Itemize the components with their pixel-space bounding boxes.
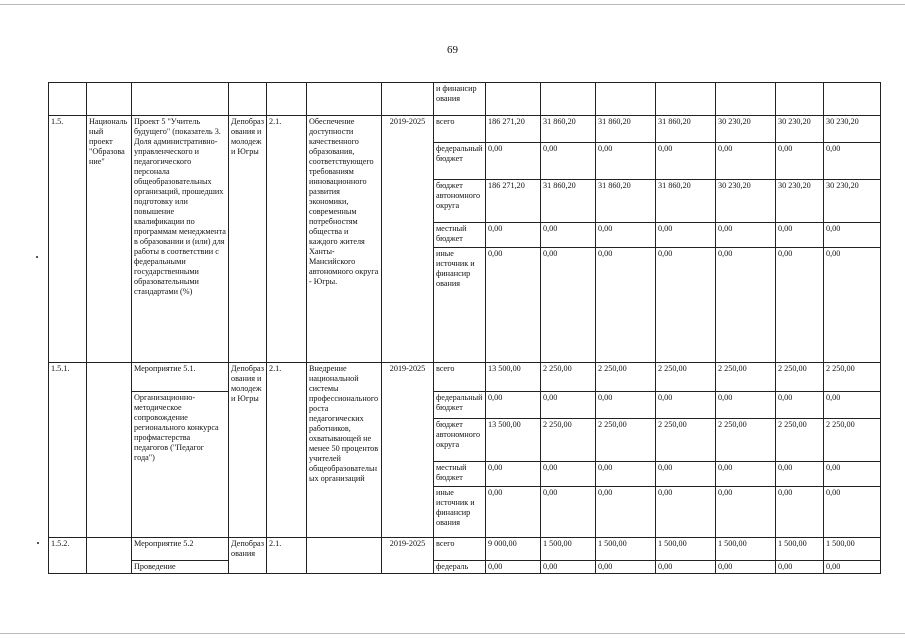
- page-number: 69: [447, 44, 458, 56]
- source-label: бюджет автономного округа: [434, 180, 486, 223]
- amount-cell: 31 860,20: [656, 180, 716, 223]
- amount-cell: 0,00: [596, 223, 656, 248]
- table-row: [49, 561, 881, 574]
- amount-cell: 2 250,00: [776, 363, 824, 392]
- amount-cell: 2 250,00: [824, 419, 881, 462]
- amount-cell: 2 250,00: [656, 419, 716, 462]
- amount-cell: 1 500,00: [656, 538, 716, 561]
- amount-cell: 0,00: [486, 487, 541, 538]
- source-label: иные источник и финансир ования: [434, 248, 486, 363]
- amount-cell: 0,00: [776, 392, 824, 419]
- amount-cell: 2 250,00: [541, 363, 596, 392]
- source-label: федеральный бюджет: [434, 143, 486, 180]
- amount-cell: 0,00: [824, 462, 881, 487]
- amount-cell: 0,00: [716, 487, 776, 538]
- project-name: Национальный проект "Образование": [87, 116, 132, 363]
- amount-cell: 2 250,00: [776, 419, 824, 462]
- amount-cell: 0,00: [824, 561, 881, 574]
- source-label: бюджет автономного округа: [434, 419, 486, 462]
- amount-cell: 2 250,00: [716, 419, 776, 462]
- source-label: федераль: [434, 561, 486, 574]
- table-row: [49, 538, 881, 561]
- amount-cell: 0,00: [596, 248, 656, 363]
- table-cell: [541, 83, 596, 116]
- source-label: местный бюджет: [434, 223, 486, 248]
- task-number: 2.1.: [267, 538, 307, 574]
- source-label: и финансир ования: [434, 83, 486, 116]
- task-number: 2.1.: [267, 363, 307, 538]
- amount-cell: 0,00: [596, 392, 656, 419]
- amount-cell: 0,00: [596, 462, 656, 487]
- table-cell: [267, 83, 307, 116]
- amount-cell: 0,00: [824, 487, 881, 538]
- table-cell: [596, 83, 656, 116]
- amount-cell: 30 230,20: [716, 116, 776, 143]
- table-cell: [229, 83, 267, 116]
- amount-cell: 31 860,20: [541, 180, 596, 223]
- source-label: всего: [434, 363, 486, 392]
- amount-cell: 0,00: [824, 223, 881, 248]
- amount-cell: 2 250,00: [824, 363, 881, 392]
- table-cell: [716, 83, 776, 116]
- project-name: [87, 363, 132, 538]
- amount-cell: 0,00: [541, 392, 596, 419]
- period: 2019-2025: [382, 363, 434, 538]
- amount-cell: 1 500,00: [541, 538, 596, 561]
- activity-name: Мероприятие 5.1.: [132, 363, 229, 392]
- amount-cell: 2 250,00: [596, 419, 656, 462]
- scan-speck: [36, 256, 38, 258]
- amount-cell: 0,00: [656, 561, 716, 574]
- activity-name: Мероприятие 5.2: [132, 538, 229, 561]
- amount-cell: 9 000,00: [486, 538, 541, 561]
- amount-cell: 31 860,20: [656, 116, 716, 143]
- amount-cell: 0,00: [541, 223, 596, 248]
- amount-cell: 30 230,20: [716, 180, 776, 223]
- amount-cell: 0,00: [486, 561, 541, 574]
- goal-text: [307, 538, 382, 574]
- amount-cell: 0,00: [541, 487, 596, 538]
- activity-name: Проект 5 "Учитель будущего" (показатель 3. Доля административно-управленческого и педагогического персонала общеобразовательных организаций, прошедших подготовку или повышение квалификации по программам менеджмента в образовании и (или) для работы в соответствии с федеральными государственными образовательными стандартами (%): [132, 116, 229, 363]
- amount-cell: 0,00: [716, 223, 776, 248]
- amount-cell: 0,00: [596, 487, 656, 538]
- amount-cell: 0,00: [541, 462, 596, 487]
- amount-cell: 0,00: [824, 143, 881, 180]
- period: 2019-2025: [382, 116, 434, 363]
- amount-cell: 1 500,00: [716, 538, 776, 561]
- amount-cell: 0,00: [541, 561, 596, 574]
- table-row: [49, 363, 881, 392]
- amount-cell: 0,00: [776, 487, 824, 538]
- amount-cell: 1 500,00: [776, 538, 824, 561]
- scan-edge-top: [0, 4, 905, 5]
- amount-cell: 0,00: [656, 462, 716, 487]
- row-number: 1.5.2.: [49, 538, 87, 574]
- amount-cell: 2 250,00: [716, 363, 776, 392]
- amount-cell: 0,00: [541, 143, 596, 180]
- amount-cell: 0,00: [656, 223, 716, 248]
- amount-cell: 0,00: [776, 462, 824, 487]
- amount-cell: 186 271,20: [486, 116, 541, 143]
- amount-cell: 30 230,20: [824, 180, 881, 223]
- executor: Депобразования и молодежи Югры: [229, 363, 267, 538]
- amount-cell: 0,00: [824, 248, 881, 363]
- source-label: местный бюджет: [434, 462, 486, 487]
- amount-cell: 1 500,00: [596, 538, 656, 561]
- table-row: [49, 392, 881, 419]
- amount-cell: 1 500,00: [824, 538, 881, 561]
- table-cell: [132, 83, 229, 116]
- amount-cell: 186 271,20: [486, 180, 541, 223]
- amount-cell: 0,00: [486, 248, 541, 363]
- amount-cell: 0,00: [596, 143, 656, 180]
- source-label: иные источник и финансир ования: [434, 487, 486, 538]
- scan-edge-bottom: [0, 633, 905, 634]
- period: 2019-2025: [382, 538, 434, 574]
- table-cell: [382, 83, 434, 116]
- amount-cell: 31 860,20: [541, 116, 596, 143]
- table-cell: [486, 83, 541, 116]
- amount-cell: 0,00: [776, 143, 824, 180]
- executor: Депобразования и молодежи Югры: [229, 116, 267, 363]
- amount-cell: 0,00: [541, 248, 596, 363]
- financing-table: [48, 82, 881, 574]
- amount-cell: 0,00: [716, 248, 776, 363]
- amount-cell: 0,00: [486, 392, 541, 419]
- project-name: [87, 538, 132, 574]
- amount-cell: 0,00: [656, 143, 716, 180]
- table-cell: [824, 83, 881, 116]
- source-label: федеральный бюджет: [434, 392, 486, 419]
- amount-cell: 0,00: [716, 392, 776, 419]
- scan-speck: [37, 542, 39, 544]
- row-number: 1.5.1.: [49, 363, 87, 538]
- table-cell: [776, 83, 824, 116]
- amount-cell: 0,00: [486, 223, 541, 248]
- row-number: 1.5.: [49, 116, 87, 363]
- amount-cell: 30 230,20: [776, 180, 824, 223]
- amount-cell: 31 860,20: [596, 116, 656, 143]
- amount-cell: 0,00: [656, 248, 716, 363]
- source-label: всего: [434, 116, 486, 143]
- amount-cell: 0,00: [776, 561, 824, 574]
- table-cell: [49, 83, 87, 116]
- table-row: [49, 83, 881, 116]
- amount-cell: 0,00: [776, 223, 824, 248]
- goal-text: Внедрение национальной системы профессионального роста педагогических работников, охватывающей не менее 50 процентов учителей общеобразовательных организаций: [307, 363, 382, 538]
- amount-cell: 0,00: [596, 561, 656, 574]
- amount-cell: 0,00: [656, 392, 716, 419]
- activity-detail: Проведение: [132, 561, 229, 574]
- amount-cell: 13 500,00: [486, 363, 541, 392]
- table-cell: [656, 83, 716, 116]
- amount-cell: 30 230,20: [824, 116, 881, 143]
- amount-cell: 0,00: [716, 561, 776, 574]
- executor: Депобразования: [229, 538, 267, 574]
- amount-cell: 30 230,20: [776, 116, 824, 143]
- amount-cell: 31 860,20: [596, 180, 656, 223]
- source-label: всего: [434, 538, 486, 561]
- amount-cell: 2 250,00: [596, 363, 656, 392]
- activity-detail: Организационно-методическое сопровождение регионального конкурса профмастерства педагогов ("Педагог года"): [132, 392, 229, 538]
- amount-cell: 0,00: [486, 462, 541, 487]
- table-cell: [307, 83, 382, 116]
- amount-cell: 0,00: [486, 143, 541, 180]
- amount-cell: 2 250,00: [656, 363, 716, 392]
- table-cell: [87, 83, 132, 116]
- amount-cell: 2 250,00: [541, 419, 596, 462]
- goal-text: Обеспечение доступности качественного образования, соответствующего требованиям инновационного развития экономики, современным потребностям общества и каждого жителя Ханты-Мансийского автономного округа - Югры.: [307, 116, 382, 363]
- table-row: [49, 116, 881, 143]
- task-number: 2.1.: [267, 116, 307, 363]
- amount-cell: 0,00: [716, 462, 776, 487]
- amount-cell: 13 500,00: [486, 419, 541, 462]
- amount-cell: 0,00: [656, 487, 716, 538]
- amount-cell: 0,00: [776, 248, 824, 363]
- amount-cell: 0,00: [716, 143, 776, 180]
- amount-cell: 0,00: [824, 392, 881, 419]
